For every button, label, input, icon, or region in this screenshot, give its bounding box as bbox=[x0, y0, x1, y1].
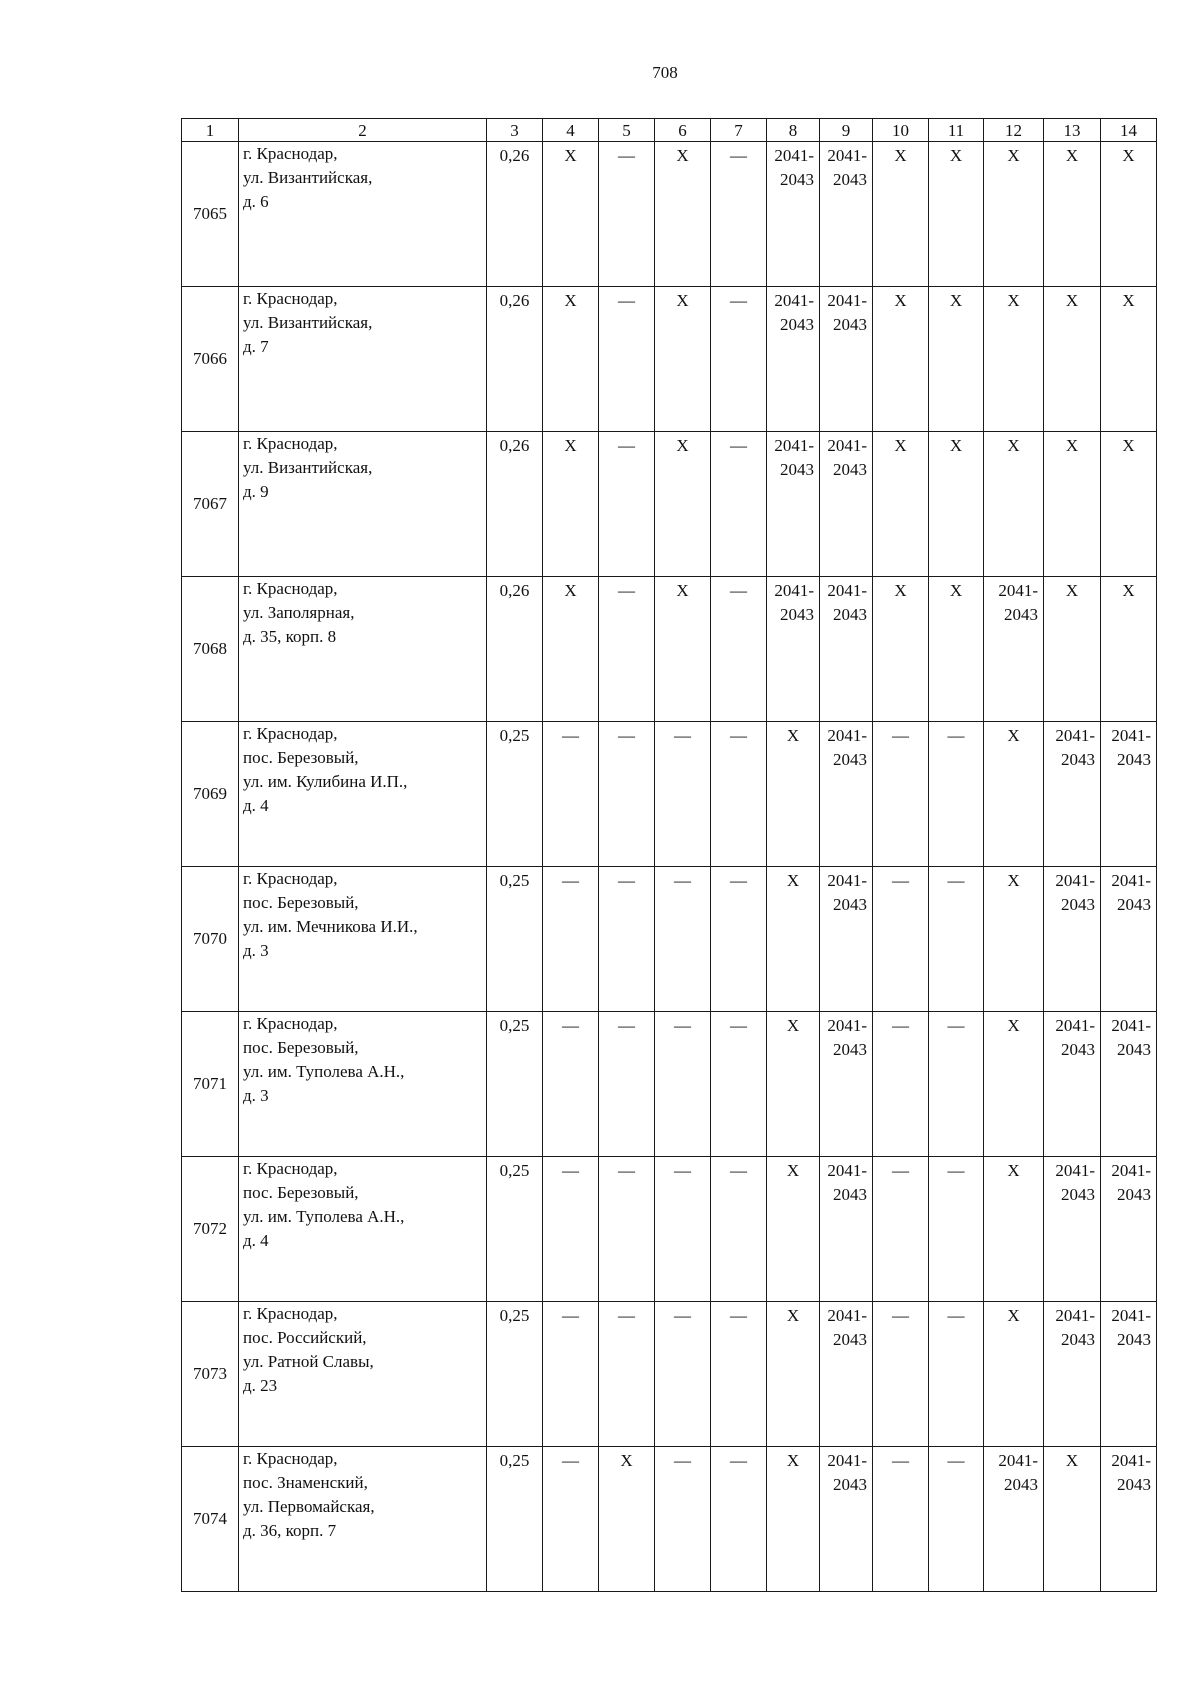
data-cell: X bbox=[1101, 577, 1157, 722]
address-cell: г. Краснодар, пос. Березовый, ул. им. Мечникова И.И., д. 3 bbox=[239, 867, 487, 1012]
data-cell: — bbox=[599, 287, 655, 432]
data-cell: — bbox=[873, 1157, 929, 1302]
data-cell: 2041- 2043 bbox=[984, 1447, 1044, 1592]
data-cell: X bbox=[984, 1012, 1044, 1157]
value-cell: 0,25 bbox=[487, 1447, 543, 1592]
data-cell: — bbox=[711, 1302, 767, 1447]
data-cell: 2041- 2043 bbox=[1101, 1157, 1157, 1302]
data-cell: — bbox=[929, 1302, 984, 1447]
data-cell: 2041- 2043 bbox=[1044, 722, 1101, 867]
column-header: 12 bbox=[984, 119, 1044, 142]
data-cell: — bbox=[873, 722, 929, 867]
data-cell: 2041- 2043 bbox=[1044, 1302, 1101, 1447]
data-cell: X bbox=[1101, 287, 1157, 432]
address-cell: г. Краснодар, пос. Российский, ул. Ратной Славы, д. 23 bbox=[239, 1302, 487, 1447]
data-cell: — bbox=[655, 1447, 711, 1592]
data-cell: X bbox=[767, 1302, 820, 1447]
data-cell: 2041- 2043 bbox=[820, 432, 873, 577]
value-cell: 0,26 bbox=[487, 577, 543, 722]
data-cell: — bbox=[599, 1012, 655, 1157]
column-header: 1 bbox=[182, 119, 239, 142]
page-number: 708 bbox=[652, 63, 678, 82]
data-cell: 2041- 2043 bbox=[820, 577, 873, 722]
column-header: 10 bbox=[873, 119, 929, 142]
data-cell: X bbox=[984, 722, 1044, 867]
data-cell: X bbox=[1044, 432, 1101, 577]
row-number: 7065 bbox=[182, 142, 239, 287]
data-cell: X bbox=[873, 432, 929, 577]
data-cell: X bbox=[984, 432, 1044, 577]
data-cell: X bbox=[929, 432, 984, 577]
address-cell: г. Краснодар, пос. Березовый, ул. им. Туполева А.Н., д. 4 bbox=[239, 1157, 487, 1302]
data-cell: — bbox=[929, 1157, 984, 1302]
data-cell: X bbox=[1101, 432, 1157, 577]
data-cell: — bbox=[599, 577, 655, 722]
data-cell: X bbox=[1044, 577, 1101, 722]
data-cell: X bbox=[873, 577, 929, 722]
data-cell: — bbox=[711, 1012, 767, 1157]
data-cell: X bbox=[655, 432, 711, 577]
data-cell: X bbox=[767, 1157, 820, 1302]
data-cell: X bbox=[767, 1012, 820, 1157]
data-cell: — bbox=[599, 1157, 655, 1302]
row-number: 7073 bbox=[182, 1302, 239, 1447]
data-cell: — bbox=[929, 867, 984, 1012]
value-cell: 0,25 bbox=[487, 1302, 543, 1447]
row-number: 7069 bbox=[182, 722, 239, 867]
data-cell: X bbox=[655, 287, 711, 432]
row-number: 7068 bbox=[182, 577, 239, 722]
data-cell: — bbox=[655, 867, 711, 1012]
data-cell: 2041- 2043 bbox=[820, 142, 873, 287]
data-cell: X bbox=[873, 287, 929, 432]
data-cell: X bbox=[1101, 142, 1157, 287]
value-cell: 0,25 bbox=[487, 867, 543, 1012]
data-cell: 2041- 2043 bbox=[1044, 1012, 1101, 1157]
table-row bbox=[182, 867, 1157, 1012]
data-cell: 2041- 2043 bbox=[1101, 867, 1157, 1012]
data-cell: — bbox=[599, 722, 655, 867]
data-cell: — bbox=[711, 142, 767, 287]
value-cell: 0,25 bbox=[487, 1012, 543, 1157]
address-cell: г. Краснодар, пос. Знаменский, ул. Первомайская, д. 36, корп. 7 bbox=[239, 1447, 487, 1592]
row-number: 7074 bbox=[182, 1447, 239, 1592]
data-cell: X bbox=[543, 432, 599, 577]
data-cell: 2041- 2043 bbox=[1044, 867, 1101, 1012]
column-header: 11 bbox=[929, 119, 984, 142]
data-cell: X bbox=[1044, 287, 1101, 432]
table-row bbox=[182, 432, 1157, 577]
data-cell: — bbox=[655, 1157, 711, 1302]
value-cell: 0,25 bbox=[487, 1157, 543, 1302]
value-cell: 0,25 bbox=[487, 722, 543, 867]
data-cell: — bbox=[873, 1447, 929, 1592]
data-cell: — bbox=[543, 1012, 599, 1157]
data-cell: X bbox=[1044, 1447, 1101, 1592]
data-cell: X bbox=[984, 1302, 1044, 1447]
data-cell: 2041- 2043 bbox=[1101, 1447, 1157, 1592]
data-cell: — bbox=[543, 867, 599, 1012]
data-cell: X bbox=[767, 867, 820, 1012]
data-cell: — bbox=[873, 867, 929, 1012]
address-cell: г. Краснодар, ул. Византийская, д. 9 bbox=[239, 432, 487, 577]
data-cell: 2041- 2043 bbox=[1101, 1012, 1157, 1157]
value-cell: 0,26 bbox=[487, 432, 543, 577]
data-cell: — bbox=[599, 867, 655, 1012]
address-cell: г. Краснодар, ул. Византийская, д. 6 bbox=[239, 142, 487, 287]
table-row bbox=[182, 722, 1157, 867]
data-cell: — bbox=[711, 722, 767, 867]
data-cell: X bbox=[543, 287, 599, 432]
row-number: 7072 bbox=[182, 1157, 239, 1302]
data-cell: X bbox=[984, 142, 1044, 287]
data-cell: 2041- 2043 bbox=[820, 722, 873, 867]
column-header: 6 bbox=[655, 119, 711, 142]
data-cell: X bbox=[767, 1447, 820, 1592]
column-header: 2 bbox=[239, 119, 487, 142]
data-cell: 2041- 2043 bbox=[1101, 1302, 1157, 1447]
address-cell: г. Краснодар, пос. Березовый, ул. им. Туполева А.Н., д. 3 bbox=[239, 1012, 487, 1157]
data-cell: — bbox=[711, 867, 767, 1012]
data-cell: — bbox=[543, 1157, 599, 1302]
data-cell: 2041- 2043 bbox=[820, 1447, 873, 1592]
data-cell: — bbox=[711, 287, 767, 432]
data-cell: 2041- 2043 bbox=[820, 1012, 873, 1157]
address-cell: г. Краснодар, пос. Березовый, ул. им. Кулибина И.П., д. 4 bbox=[239, 722, 487, 867]
data-cell: — bbox=[929, 1012, 984, 1157]
table-row bbox=[182, 1447, 1157, 1592]
data-cell: — bbox=[599, 432, 655, 577]
row-number: 7067 bbox=[182, 432, 239, 577]
data-cell: — bbox=[711, 1157, 767, 1302]
data-cell: 2041- 2043 bbox=[767, 287, 820, 432]
data-cell: X bbox=[599, 1447, 655, 1592]
data-cell: X bbox=[984, 1157, 1044, 1302]
data-cell: X bbox=[929, 287, 984, 432]
column-header: 5 bbox=[599, 119, 655, 142]
column-header: 8 bbox=[767, 119, 820, 142]
table-row bbox=[182, 1157, 1157, 1302]
data-table bbox=[181, 118, 1157, 1592]
value-cell: 0,26 bbox=[487, 142, 543, 287]
data-cell: 2041- 2043 bbox=[1044, 1157, 1101, 1302]
column-header: 13 bbox=[1044, 119, 1101, 142]
data-cell: 2041- 2043 bbox=[1101, 722, 1157, 867]
data-cell: — bbox=[929, 1447, 984, 1592]
data-cell: — bbox=[655, 1302, 711, 1447]
data-cell: — bbox=[711, 432, 767, 577]
column-header: 3 bbox=[487, 119, 543, 142]
data-cell: 2041- 2043 bbox=[767, 432, 820, 577]
table-row bbox=[182, 1012, 1157, 1157]
data-cell: — bbox=[711, 1447, 767, 1592]
row-number: 7071 bbox=[182, 1012, 239, 1157]
data-cell: 2041- 2043 bbox=[820, 1302, 873, 1447]
table-row bbox=[182, 1302, 1157, 1447]
data-cell: X bbox=[984, 867, 1044, 1012]
table-row bbox=[182, 142, 1157, 287]
data-cell: — bbox=[929, 722, 984, 867]
data-cell: 2041- 2043 bbox=[820, 867, 873, 1012]
data-cell: X bbox=[767, 722, 820, 867]
data-cell: X bbox=[929, 577, 984, 722]
data-cell: 2041- 2043 bbox=[767, 577, 820, 722]
data-cell: X bbox=[655, 577, 711, 722]
column-header: 4 bbox=[543, 119, 599, 142]
column-header: 9 bbox=[820, 119, 873, 142]
data-cell: — bbox=[655, 722, 711, 867]
column-header: 14 bbox=[1101, 119, 1157, 142]
data-cell: — bbox=[711, 577, 767, 722]
data-cell: X bbox=[1044, 142, 1101, 287]
data-cell: — bbox=[873, 1012, 929, 1157]
address-cell: г. Краснодар, ул. Византийская, д. 7 bbox=[239, 287, 487, 432]
column-header: 7 bbox=[711, 119, 767, 142]
data-cell: X bbox=[873, 142, 929, 287]
row-number: 7070 bbox=[182, 867, 239, 1012]
table-header-row bbox=[182, 119, 1157, 142]
data-cell: X bbox=[655, 142, 711, 287]
data-cell: — bbox=[543, 1447, 599, 1592]
data-cell: 2041- 2043 bbox=[767, 142, 820, 287]
data-cell: — bbox=[873, 1302, 929, 1447]
data-cell: 2041- 2043 bbox=[820, 1157, 873, 1302]
data-cell: 2041- 2043 bbox=[820, 287, 873, 432]
data-cell: X bbox=[929, 142, 984, 287]
data-cell: X bbox=[543, 577, 599, 722]
table-row bbox=[182, 287, 1157, 432]
data-cell: — bbox=[599, 142, 655, 287]
data-cell: X bbox=[984, 287, 1044, 432]
data-cell: 2041- 2043 bbox=[984, 577, 1044, 722]
data-cell: — bbox=[655, 1012, 711, 1157]
data-cell: — bbox=[543, 722, 599, 867]
table-row bbox=[182, 577, 1157, 722]
address-cell: г. Краснодар, ул. Заполярная, д. 35, корп. 8 bbox=[239, 577, 487, 722]
data-cell: X bbox=[543, 142, 599, 287]
row-number: 7066 bbox=[182, 287, 239, 432]
data-cell: — bbox=[599, 1302, 655, 1447]
value-cell: 0,26 bbox=[487, 287, 543, 432]
data-cell: — bbox=[543, 1302, 599, 1447]
